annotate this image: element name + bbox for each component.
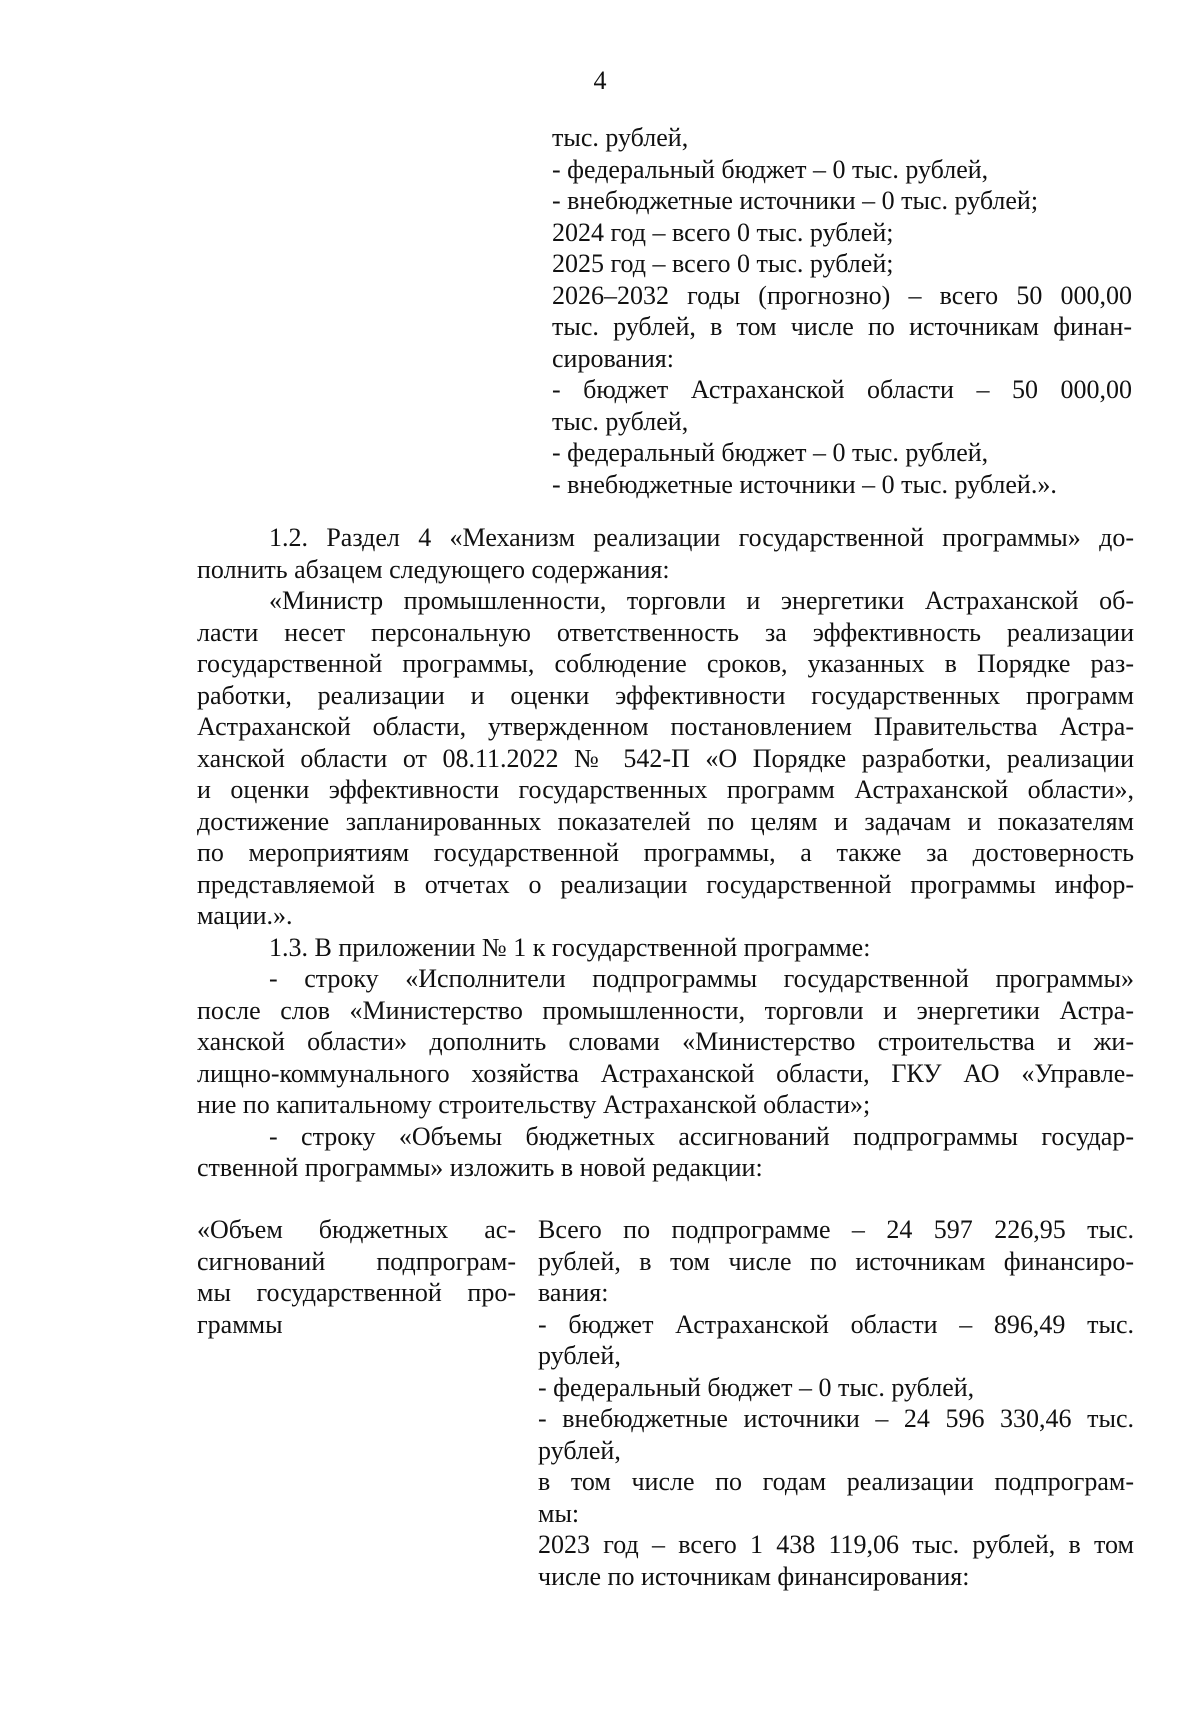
text-line: сирования: [552, 343, 674, 373]
text-line: представляемой в отчетах о реализации государственной программы инфор- [197, 869, 1134, 899]
text-line: Всего по подпрограмме – 24 597 226,95 тыс. [538, 1215, 1134, 1244]
text-line: «Объем бюджетных ас- [197, 1215, 516, 1244]
text-line: - строку «Исполнители подпрограммы государственной программы» [269, 964, 1134, 993]
text-line: достижение запланированных показателей по целям и задачам и показателям [197, 806, 1134, 836]
text-line: числе по источникам финансирования: [538, 1561, 970, 1591]
text-line: - внебюджетные источники – 0 тыс. рублей; [552, 186, 1039, 215]
text-line: тыс. рублей, в том числе по источникам финан- [552, 312, 1132, 341]
paragraph-minister-quote [197, 585, 1134, 932]
text-line: 2024 год – всего 0 тыс. рублей; [552, 217, 894, 247]
text-line: 1.3. В приложении № 1 к государственной программе: [269, 932, 871, 962]
text-line: после слов «Министерство промышленности, торговли и энергетики Астра- [197, 995, 1134, 1025]
page-number: 4 [593, 66, 607, 95]
text-line: мации.». [197, 901, 293, 930]
text-line: - федеральный бюджет – 0 тыс. рублей, [552, 438, 989, 467]
table-value-cell [538, 1214, 1134, 1592]
paragraph-budget-volume [197, 1121, 1134, 1184]
text-line: - бюджет Астраханской области – 50 000,00 [552, 375, 1132, 404]
text-line: по мероприятиям государственной программы, а также за достоверность [197, 838, 1134, 867]
text-line: рублей, в том числе по источникам финансиро- [538, 1246, 1134, 1276]
text-line: тыс. рублей, [552, 123, 689, 152]
text-line: граммы [197, 1309, 283, 1339]
text-line: - внебюджетные источники – 24 596 330,46 тыс. [538, 1404, 1134, 1433]
main-text [197, 522, 1134, 1184]
text-line: - строку «Объемы бюджетных ассигнований подпрограммы государ- [269, 1121, 1134, 1151]
text-line: сигнований подпрограм- [197, 1246, 516, 1276]
text-line: тыс. рублей, [552, 406, 689, 436]
text-line: 1.2. Раздел 4 «Механизм реализации государственной программы» до- [269, 523, 1134, 552]
text-line: ханской области» дополнить словами «Министерство строительства и жи- [197, 1027, 1134, 1056]
text-line: ние по капитальному строительству Астраханской области»; [197, 1090, 871, 1119]
table-label-cell [197, 1214, 516, 1340]
text-line: вания: [538, 1278, 609, 1307]
text-line: - внебюджетные источники – 0 тыс. рублей.». [552, 469, 1057, 499]
text-line: Астраханской области, утвержденном постановлением Правительства Астра- [197, 712, 1134, 741]
text-line: 2025 год – всего 0 тыс. рублей; [552, 249, 894, 278]
text-line: - федеральный бюджет – 0 тыс. рублей, [538, 1372, 975, 1402]
text-line: лищно-коммунального хозяйства Астраханской области, ГКУ АО «Управле- [197, 1058, 1134, 1088]
paragraph-1-3 [197, 932, 1134, 964]
text-line: работки, реализации и оценки эффективности государственных программ [197, 680, 1134, 710]
text-line: ственной программы» изложить в новой редакции: [197, 1153, 763, 1182]
text-line: ханской области от 08.11.2022 № 542-П «О Порядке разработки, реализации [197, 743, 1134, 773]
text-line: 2023 год – всего 1 438 119,06 тыс. рублей, в том [538, 1530, 1134, 1559]
text-line: мы: [538, 1498, 580, 1528]
text-line: ласти несет персональную ответственность за эффективность реализации [197, 617, 1134, 647]
text-line: полнить абзацем следующего содержания: [197, 554, 670, 584]
financing-continuation-block [552, 122, 1132, 500]
text-line: в том числе по годам реализации подпрограм- [538, 1467, 1134, 1496]
text-line: рублей, [538, 1435, 621, 1465]
text-line: - федеральный бюджет – 0 тыс. рублей, [552, 154, 989, 184]
paragraph-executors [197, 963, 1134, 1121]
text-line: 2026–2032 годы (прогнозно) – всего 50 000,00 [552, 280, 1132, 310]
text-line: рублей, [538, 1341, 621, 1370]
text-line: - бюджет Астраханской области – 896,49 тыс. [538, 1309, 1134, 1339]
text-line: мы государственной про- [197, 1278, 516, 1307]
text-line: государственной программы, соблюдение сроков, указанных в Порядке раз- [197, 649, 1134, 678]
paragraph-1-2 [197, 522, 1134, 585]
text-line: и оценки эффективности государственных программ Астраханской области», [197, 775, 1134, 804]
text-line: «Министр промышленности, торговли и энергетики Астраханской об- [269, 586, 1134, 615]
